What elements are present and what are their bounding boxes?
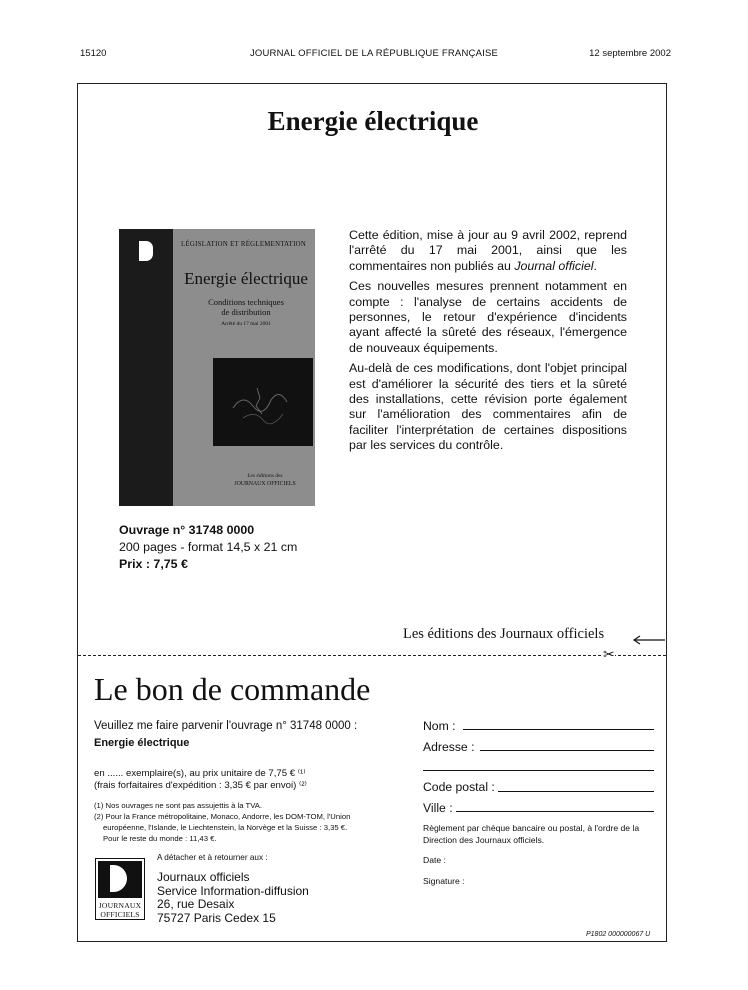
page-title: Energie électrique xyxy=(267,106,479,136)
journaux-officiels-logo xyxy=(95,858,145,920)
order-notes xyxy=(94,800,394,844)
reference-code: P1802 000000067 U xyxy=(586,931,651,938)
adresse-label: Adresse : xyxy=(423,740,475,754)
adresse-input-line-2[interactable] xyxy=(423,770,654,771)
book-cover xyxy=(119,229,315,506)
work-format: 200 pages - format 14,5 x 21 cm xyxy=(119,540,298,554)
description-paragraph-2: Ces nouvelles mesures prennent notamment en compte : l'analyse de certains accidents de personnes, le retour d'expérience d'incidents ayant affecté la sûreté des réseaux, l'émergence de nouveaux équipements. xyxy=(349,279,627,355)
address-line3: 26, rue Desaix xyxy=(157,897,235,911)
scissors-icon: ✂ xyxy=(603,646,615,662)
note-1: (1) Nos ouvrages ne sont pas assujettis à la TVA. xyxy=(94,801,263,810)
signature-label: Signature : xyxy=(423,876,465,886)
cover-title: Energie électrique xyxy=(184,269,308,288)
date-label: Date : xyxy=(423,855,446,865)
book-description xyxy=(349,228,627,459)
order-product: Energie électrique xyxy=(94,737,190,749)
cover-subtitle-line1: Conditions techniques xyxy=(208,297,284,307)
shipping-line: (frais forfaitaires d'expédition : 3,35 € par envoi) ⁽²⁾ xyxy=(94,779,307,791)
cover-date: Arrêté du 17 mai 2001 xyxy=(221,321,271,327)
nom-label: Nom : xyxy=(423,719,456,733)
issue-date: 12 septembre 2002 xyxy=(589,48,671,59)
cover-photo xyxy=(213,358,313,446)
ville-field xyxy=(423,801,453,815)
address-line1: Journaux officiels xyxy=(157,870,250,884)
detach-instruction: A détacher et à retourner aux : xyxy=(157,853,268,862)
code-postal-input-line[interactable] xyxy=(498,791,654,792)
cover-band xyxy=(119,229,173,506)
ville-label: Ville : xyxy=(423,801,453,815)
adresse-field xyxy=(423,740,474,754)
nom-input-line[interactable] xyxy=(463,729,654,730)
cover-publisher-line2: JOURNAUX OFFICIELS xyxy=(234,481,296,487)
cover-subtitle-line2: de distribution xyxy=(221,307,271,317)
work-price: Prix : 7,75 € xyxy=(119,557,188,571)
description-p1-end: . xyxy=(593,258,597,273)
logo-line2: OFFICIELS xyxy=(100,910,140,919)
address-line4: 75727 Paris Cedex 15 xyxy=(157,910,276,925)
page-number: 15120 xyxy=(80,48,107,59)
cover-photo-art xyxy=(213,358,313,446)
ville-input-line[interactable] xyxy=(456,811,654,812)
cover-logo-icon xyxy=(139,241,153,261)
payment-instruction: Règlement par chèque bancaire ou postal, à l'ordre de la Direction des Journaux officiels. xyxy=(423,823,640,845)
editions-label: Les éditions des Journaux officiels xyxy=(403,626,605,642)
order-quantity xyxy=(94,768,307,791)
quantity-line: en ...... exemplaire(s), au prix unitaire de 7,75 € ⁽¹⁾ xyxy=(94,768,306,779)
code-postal-label: Code postal : xyxy=(423,780,495,794)
page-header xyxy=(0,48,748,64)
description-paragraph-1 xyxy=(349,228,627,274)
work-info xyxy=(119,522,297,573)
note-2-line3: Pour le reste du monde : 11,43 €. xyxy=(103,834,217,843)
journal-title: JOURNAL OFFICIEL DE LA RÉPUBLIQUE FRANÇAISE xyxy=(249,48,499,59)
address-line2: Service Information-diffusion xyxy=(157,883,309,898)
code-postal-field xyxy=(423,780,495,794)
cover-subtitle xyxy=(179,297,313,317)
logo-line1: JOURNAUX xyxy=(98,901,142,910)
cover-series: LÉGISLATION ET RÉGLEMENTATION xyxy=(181,241,307,248)
order-request xyxy=(94,720,394,749)
note-2-line2: européenne, l'Islande, le Liechtenstein, la Norvège et la Suisse : 3,35 €. xyxy=(103,823,348,832)
description-paragraph-3: Au-delà de ces modifications, dont l'objet principal est d'améliorer la sécurité des tiers et la sûreté des installations, cette révision porte également sur l'amélioration des commentaires afin de faciliter l'interprétation de certaines dispositions par les services du contrôle. xyxy=(349,361,627,452)
note-2-line1: (2) Pour la France métropolitaine, Monaco, Andorre, les DOM-TOM, l'Union xyxy=(94,812,351,821)
description-p1-start: Cette édition, mise à jour au 9 avril 2002, reprend l'arrêté du 17 mai 2001, ainsi que les commentaires non publiés au xyxy=(349,228,627,273)
arrow-left-icon xyxy=(632,635,665,645)
cover-publisher-line1: Les éditions des xyxy=(247,473,283,479)
cut-line xyxy=(78,655,666,656)
return-address xyxy=(157,871,309,925)
order-request-text: Veuillez me faire parvenir l'ouvrage n° 31748 0000 : xyxy=(94,720,358,732)
nom-field xyxy=(423,719,456,733)
order-title: Le bon de commande xyxy=(94,671,371,707)
description-p1-italic: Journal officiel xyxy=(514,258,594,273)
work-number: Ouvrage n° 31748 0000 xyxy=(119,523,255,537)
adresse-input-line[interactable] xyxy=(480,750,654,751)
